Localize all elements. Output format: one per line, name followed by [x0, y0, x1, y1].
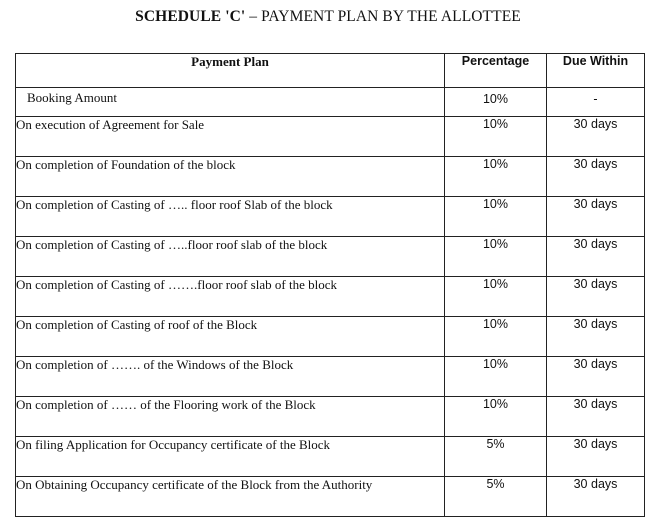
percentage-cell: 10% [445, 117, 547, 157]
percentage-cell: 10% [445, 157, 547, 197]
due-within-cell: 30 days [547, 117, 645, 157]
percentage-cell: 10% [445, 197, 547, 237]
due-within-cell: - [547, 88, 645, 117]
table-row [16, 117, 645, 157]
percentage-cell: 10% [445, 397, 547, 437]
page-title [0, 8, 656, 26]
percentage-cell: 5% [445, 437, 547, 477]
due-within-cell: 30 days [547, 357, 645, 397]
due-within-cell: 30 days [547, 157, 645, 197]
due-within-cell: 30 days [547, 397, 645, 437]
payment-plan-cell: On Obtaining Occupancy certificate of the Block from the Authority [16, 477, 445, 517]
payment-plan-cell: On completion of ……. of the Windows of the Block [16, 357, 445, 397]
due-within-cell: 30 days [547, 437, 645, 477]
payment-plan-cell: On completion of …… of the Flooring work of the Block [16, 397, 445, 437]
table-row [16, 237, 645, 277]
header-percentage: Percentage [445, 54, 547, 88]
header-payment-plan: Payment Plan [16, 54, 445, 88]
header-due-within: Due Within [547, 54, 645, 88]
percentage-cell: 5% [445, 477, 547, 517]
table-row [16, 157, 645, 197]
table-row [16, 88, 645, 117]
due-within-cell: 30 days [547, 477, 645, 517]
schedule-title-text: – PAYMENT PLAN BY THE ALLOTTEE [245, 8, 521, 25]
table-row [16, 317, 645, 357]
table-row [16, 197, 645, 237]
payment-plan-cell: On execution of Agreement for Sale [16, 117, 445, 157]
percentage-cell: 10% [445, 317, 547, 357]
table-row [16, 277, 645, 317]
percentage-cell: 10% [445, 277, 547, 317]
table-row [16, 397, 645, 437]
due-within-cell: 30 days [547, 237, 645, 277]
schedule-label: SCHEDULE 'C' [135, 8, 246, 25]
due-within-cell: 30 days [547, 277, 645, 317]
due-within-cell: 30 days [547, 317, 645, 357]
payment-plan-cell: On completion of Casting of roof of the Block [16, 317, 445, 357]
percentage-cell: 10% [445, 88, 547, 117]
payment-plan-cell: On completion of Foundation of the block [16, 157, 445, 197]
payment-plan-cell: Booking Amount [16, 88, 445, 117]
payment-plan-cell: On filing Application for Occupancy certificate of the Block [16, 437, 445, 477]
table-row [16, 357, 645, 397]
table-row [16, 437, 645, 477]
percentage-cell: 10% [445, 237, 547, 277]
percentage-cell: 10% [445, 357, 547, 397]
payment-plan-cell: On completion of Casting of …..floor roof slab of the block [16, 237, 445, 277]
due-within-cell: 30 days [547, 197, 645, 237]
payment-plan-table [15, 53, 645, 517]
payment-plan-cell: On completion of Casting of ….. floor roof Slab of the block [16, 197, 445, 237]
table-header-row [16, 54, 645, 88]
table-row [16, 477, 645, 517]
payment-plan-cell: On completion of Casting of …….floor roof slab of the block [16, 277, 445, 317]
